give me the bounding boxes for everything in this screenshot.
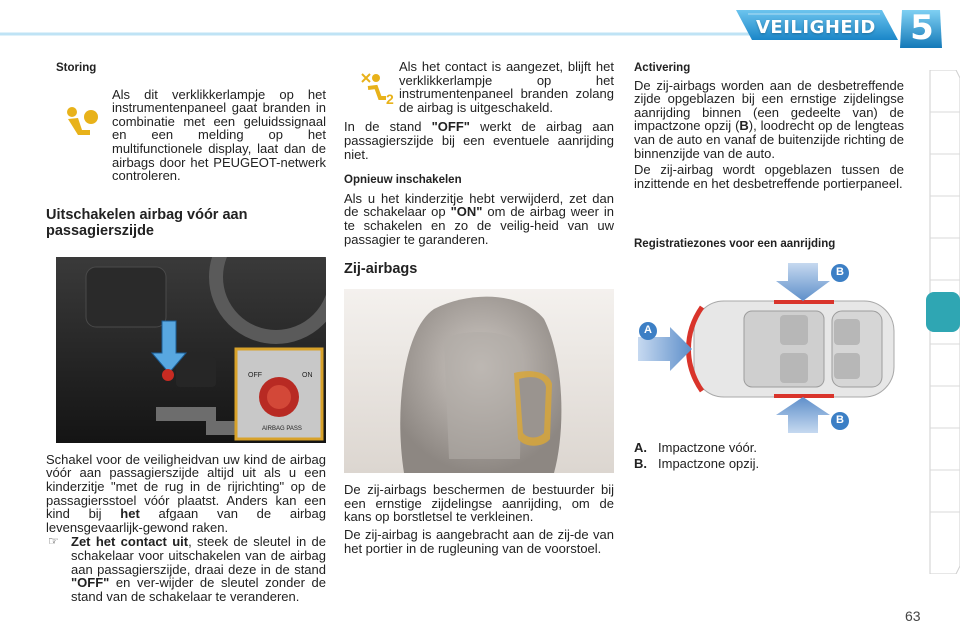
legend-item: B. Impactzone opzij. bbox=[634, 455, 760, 471]
diagram-label-a: A bbox=[644, 324, 652, 337]
disable-paragraph: Schakel voor de veiligheidvan uw kind de airbag vóór aan passagierszijde altijd uit als u een kinderzitje "met de rug in de rijrichting" op de passagiersstoel vóór plaatst. Anders kan een kind bij het afgaan van de airbag levensgevaarlijk-gewond raken. bbox=[46, 451, 326, 535]
diagram-label-b-bottom: B bbox=[836, 414, 844, 427]
side-airbags-paragraph-1: De zij-airbags beschermen de bestuurder bij een ernstige zijdelingse aanrijding, om de kans op borstletsel te verkleinen. bbox=[344, 482, 614, 525]
column-middle bbox=[344, 60, 614, 555]
chapter-tabs bbox=[926, 70, 960, 574]
impact-zone-diagram bbox=[634, 263, 904, 433]
column-left bbox=[46, 62, 326, 603]
hand-pointer-icon: ☞ bbox=[48, 534, 59, 549]
diagram-label-b-top: B bbox=[836, 266, 844, 279]
side-airbags-heading: Zij-airbags bbox=[344, 261, 418, 278]
activation-paragraph-1: De zij-airbags worden aan de desbetreffende zijde opgeblazen bij een ernstige zijdelingse aanrijding binnen (een gedeelte van) de impactzone opzij (B), loodrecht op de lengteas van de auto en vanaf de buitenzijde richting de binnenzijde van de auto. bbox=[634, 77, 904, 161]
airbag-off-warning-icon bbox=[356, 68, 396, 108]
reenable-heading: Opnieuw inschakelen bbox=[344, 174, 462, 187]
airbag-warning-icon bbox=[60, 104, 104, 142]
disable-instruction: ☞ Zet het contact uit, steek de sleutel in de schakelaar voor uitschakelen van de airbag aan passagierszijde, draai deze in de stand "OFF" en ver-wijder de sleutel zonder de stand van de schakelaar te veranderen. bbox=[48, 534, 327, 604]
svg-text:2: 2 bbox=[386, 91, 394, 107]
storing-heading: Storing bbox=[56, 62, 97, 74]
page-header-title: VEILIGHEID bbox=[756, 17, 876, 38]
activation-paragraph-2: De zij-airbag wordt opgeblazen tussen de inzittende en het desbetreffende portierpaneel. bbox=[634, 162, 904, 191]
registration-heading: Registratiezones voor een aanrijding bbox=[634, 238, 836, 251]
storing-text: Als dit verklikkerlampje op het instrumentenpaneel gaat branden in combinatie met een geluidssignaal en een melding op het multifunctionele display, laat dan de airbags door het PEUGEOT-netwerk controleren. bbox=[112, 86, 326, 184]
contact-paragraph: Als het contact is aangezet, blijft het verklikkerlampje op het instrumentenpaneel branden zolang de airbag is uitgeschakeld. bbox=[399, 59, 614, 115]
chapter-number: 5 bbox=[910, 8, 934, 48]
off-paragraph: In de stand "OFF" werkt de airbag aan passagierszijde bij een eventuele aanrijding niet. bbox=[344, 119, 614, 162]
legend-item: A. Impactzone vóór. bbox=[634, 440, 757, 456]
column-right bbox=[634, 62, 904, 471]
photo-label-caption: AIRBAG PASS bbox=[262, 425, 302, 432]
dashboard-switch-photo bbox=[56, 257, 326, 443]
section-heading-disable: Uitschakelen airbag vóór aan passagierszijde bbox=[46, 206, 248, 239]
page-number: 63 bbox=[905, 608, 921, 624]
photo-label-on: ON bbox=[302, 371, 313, 379]
legend bbox=[634, 441, 904, 470]
reenable-paragraph: Als u het kinderzitje hebt verwijderd, zet dan de schakelaar op "ON" om de airbag weer in te schakelen en zo de veilig-heid van uw passagier te garanderen. bbox=[344, 190, 614, 247]
activation-heading: Activering bbox=[634, 62, 691, 74]
photo-label-off: OFF bbox=[248, 371, 262, 379]
side-airbags-paragraph-2: De zij-airbag is aangebracht aan de zij-de van het portier in de rugleuning van de voorstoel. bbox=[344, 526, 614, 556]
seat-airbag-image bbox=[344, 289, 614, 473]
